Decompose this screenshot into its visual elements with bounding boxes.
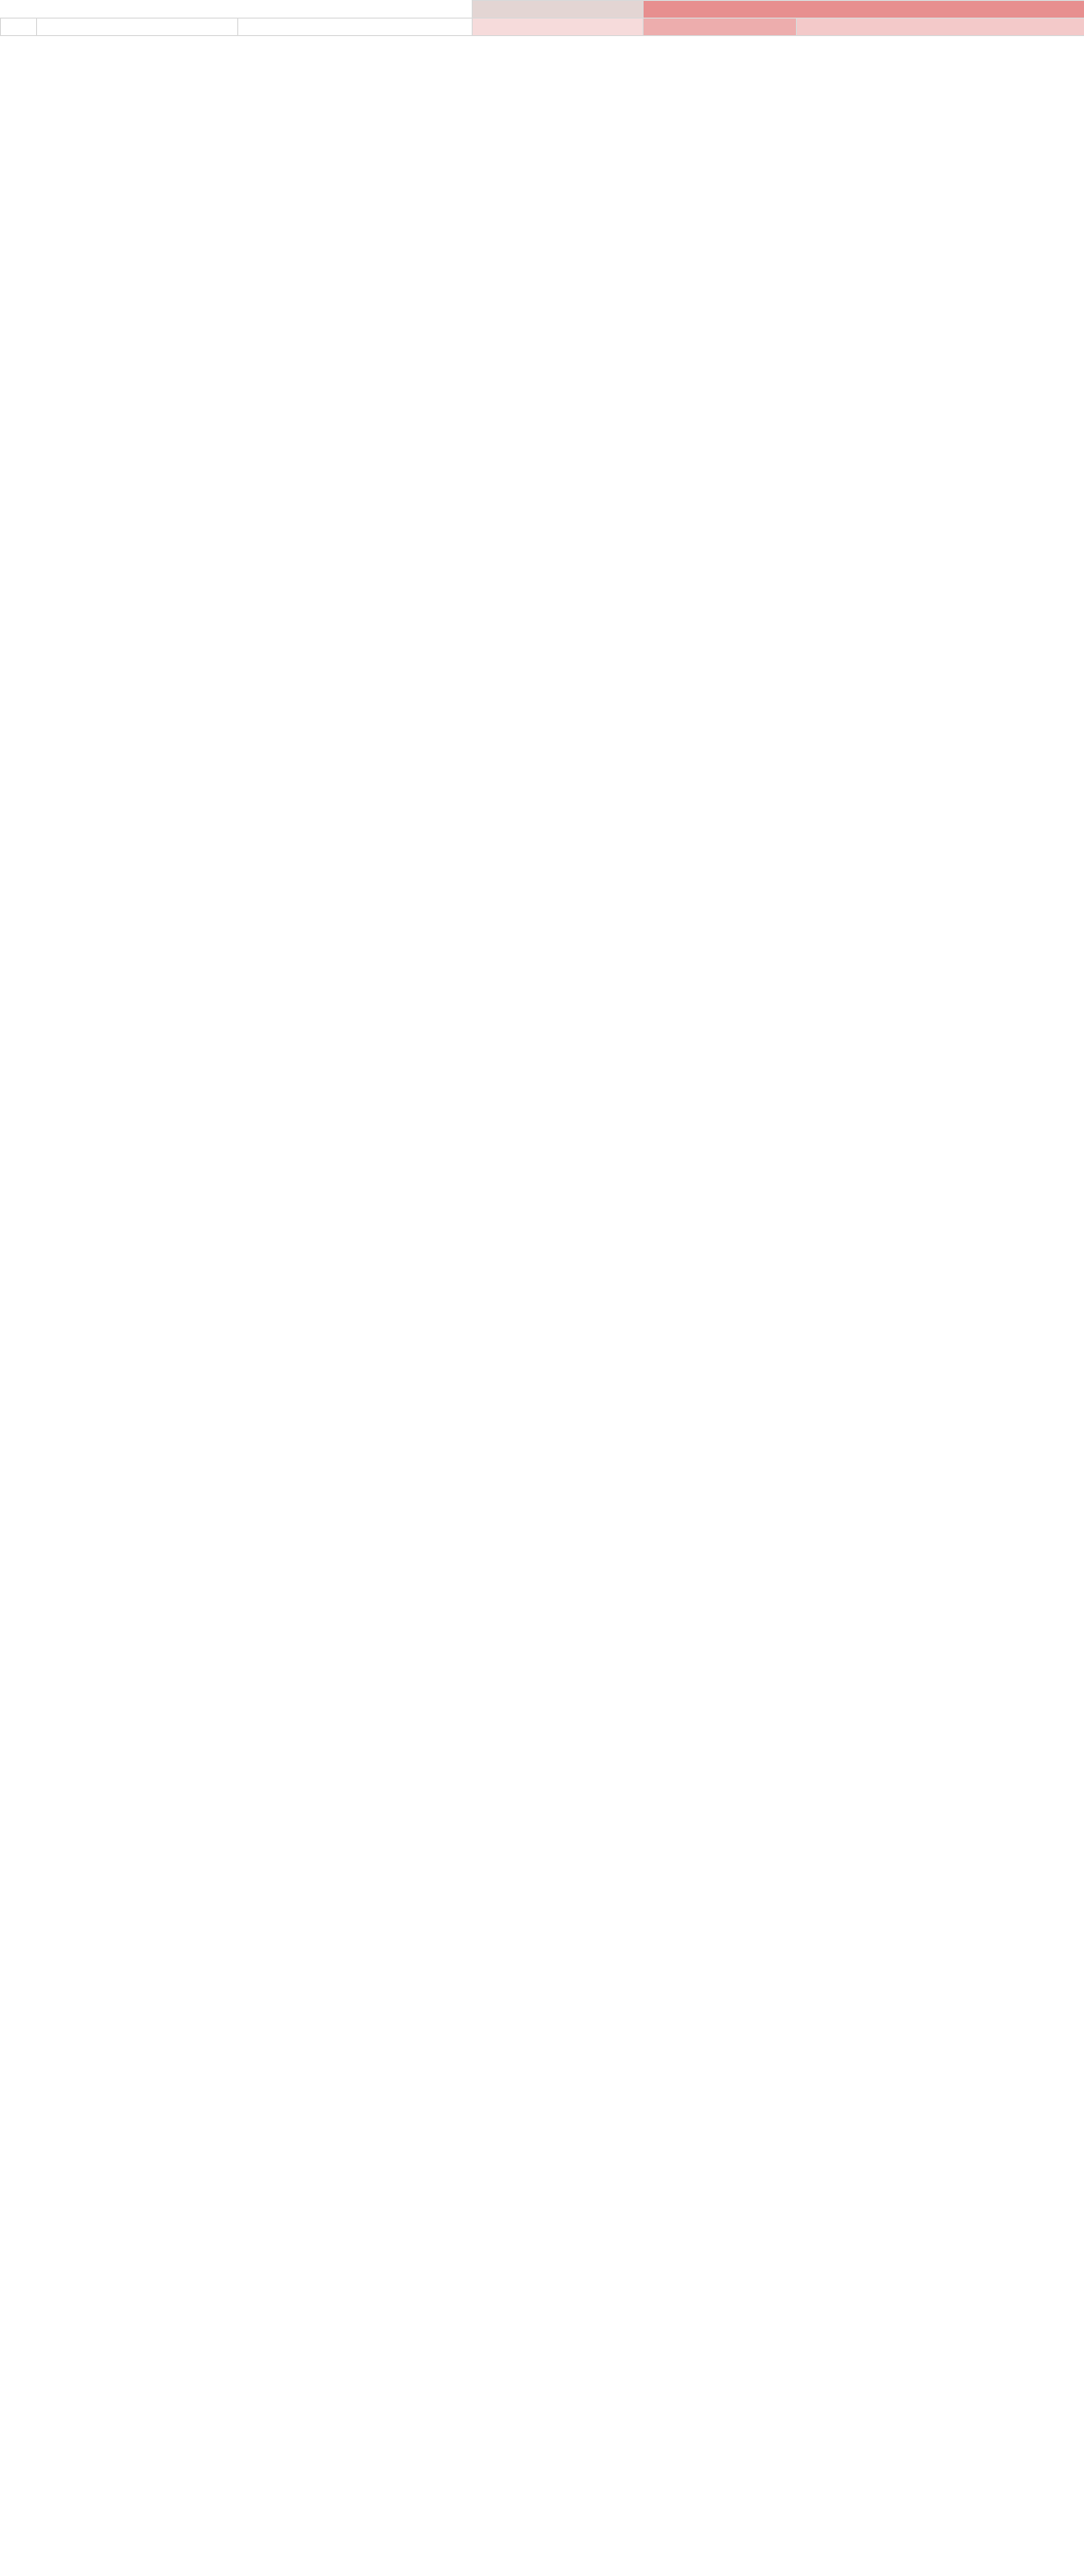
col-header-verse: [1, 19, 37, 36]
col-header-text-cbc: [238, 19, 473, 36]
group-header-propositional-content: [473, 1, 644, 19]
column-header-row: [1, 19, 1084, 36]
col-header-text-hebrew: [37, 19, 238, 36]
col-header-psalmist-feels: [644, 19, 797, 36]
col-header-analysis-notes: [797, 19, 1084, 36]
psalm-33-emotional-analysis-table: [0, 0, 1084, 36]
col-header-proposition: [473, 19, 644, 36]
group-header-row: [1, 1, 1084, 19]
analysis-table: [0, 0, 1084, 36]
group-header-blank: [1, 1, 473, 19]
group-header-emotional-analysis: [644, 1, 1084, 19]
